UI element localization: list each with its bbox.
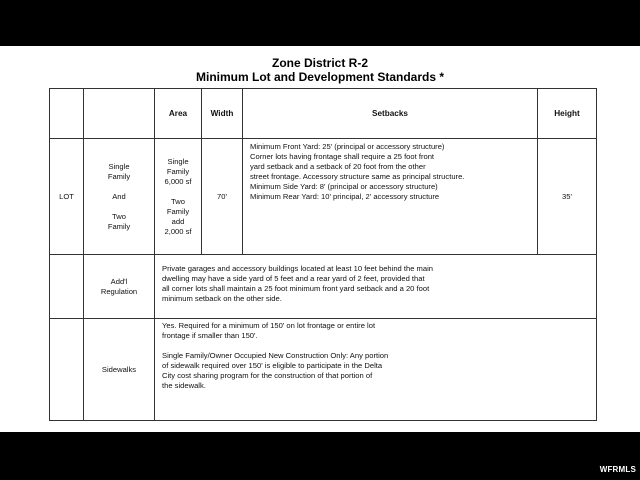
lot-type-text: Family <box>107 171 131 181</box>
sidewalks-line: Yes. Required for a minimum of 150' on lot frontage or entire lot <box>162 321 376 330</box>
lot-type-text: And <box>112 191 126 201</box>
table-row-regulation <box>50 255 597 319</box>
lot-type-cell <box>84 139 155 255</box>
setback-line: Minimum Side Yard: 8' (principal or accessory structure) <box>250 182 438 191</box>
regulation-label: Add'l <box>110 276 128 286</box>
lot-area-text: Single <box>167 156 189 166</box>
document-page <box>0 46 640 432</box>
lot-area-text: 6,000 sf <box>164 176 192 186</box>
regulation-line: all corner lots shall maintain a 25 foot minimum front yard setback and a 20 foot <box>162 284 430 293</box>
lot-area-text: Two <box>171 196 185 206</box>
header-empty-cell <box>50 89 84 139</box>
regulation-label-cell <box>84 255 155 319</box>
header-width: Width <box>202 89 243 139</box>
regulation-line: minimum setback on the other side. <box>162 294 282 303</box>
standards-table <box>49 88 597 421</box>
lot-height: 35' <box>538 139 597 255</box>
lot-setbacks-cell <box>243 139 538 255</box>
setback-line: Minimum Rear Yard: 10' principal, 2' accessory structure <box>250 192 440 201</box>
setback-line: Corner lots having frontage shall require a 25 foot front <box>250 152 435 161</box>
sidewalks-line: City cost sharing program for the construction of that portion of <box>162 371 373 380</box>
sidewalks-text-cell <box>155 319 597 421</box>
sidewalks-line: the sidewalk. <box>162 381 206 390</box>
regulation-label: Regulation <box>100 286 138 296</box>
document-subtitle: Minimum Lot and Development Standards * <box>195 70 445 84</box>
lot-area-cell <box>155 139 202 255</box>
sidewalks-line: frontage if smaller than 150'. <box>162 331 258 340</box>
lot-area-text: 2,000 sf <box>164 226 192 236</box>
regulation-line: Private garages and accessory buildings located at least 10 feet behind the main <box>162 264 434 273</box>
table-header-row <box>50 89 597 139</box>
setback-line: street frontage. Accessory structure same as principal structure. <box>250 172 465 181</box>
header-area: Area <box>155 89 202 139</box>
header-empty-cell <box>84 89 155 139</box>
setback-line: Minimum Front Yard: 25' (principal or accessory structure) <box>250 142 445 151</box>
lot-label: LOT <box>50 139 84 255</box>
lot-type-text: Two <box>112 211 126 221</box>
watermark: WFRMLS <box>599 465 636 474</box>
lot-type-text: Single <box>108 161 130 171</box>
regulation-line: dwelling may have a side yard of 5 feet and a rear yard of 2 feet, provided that <box>162 274 425 283</box>
document-title: Zone District R-2 <box>271 56 368 70</box>
header-height: Height <box>538 89 597 139</box>
table-row-lot <box>50 139 597 255</box>
lot-type-text: Family <box>107 221 131 231</box>
sidewalks-empty-cell <box>50 319 84 421</box>
sidewalks-line: of sidewalk required over 150' is eligible to participate in the Delta <box>162 361 383 370</box>
table-row-sidewalks <box>50 319 597 421</box>
sidewalks-label: Sidewalks <box>84 319 155 421</box>
lot-area-text: Family <box>166 166 190 176</box>
lot-area-text: Family <box>166 206 190 216</box>
setback-line: yard setback and a setback of 20 foot from the other <box>250 162 426 171</box>
lot-area-text: add <box>171 216 185 226</box>
regulation-text-cell <box>155 255 597 319</box>
sidewalks-line: Single Family/Owner Occupied New Construction Only: Any portion <box>162 351 389 360</box>
header-setbacks: Setbacks <box>243 89 538 139</box>
lot-width: 70' <box>202 139 243 255</box>
regulation-empty-cell <box>50 255 84 319</box>
